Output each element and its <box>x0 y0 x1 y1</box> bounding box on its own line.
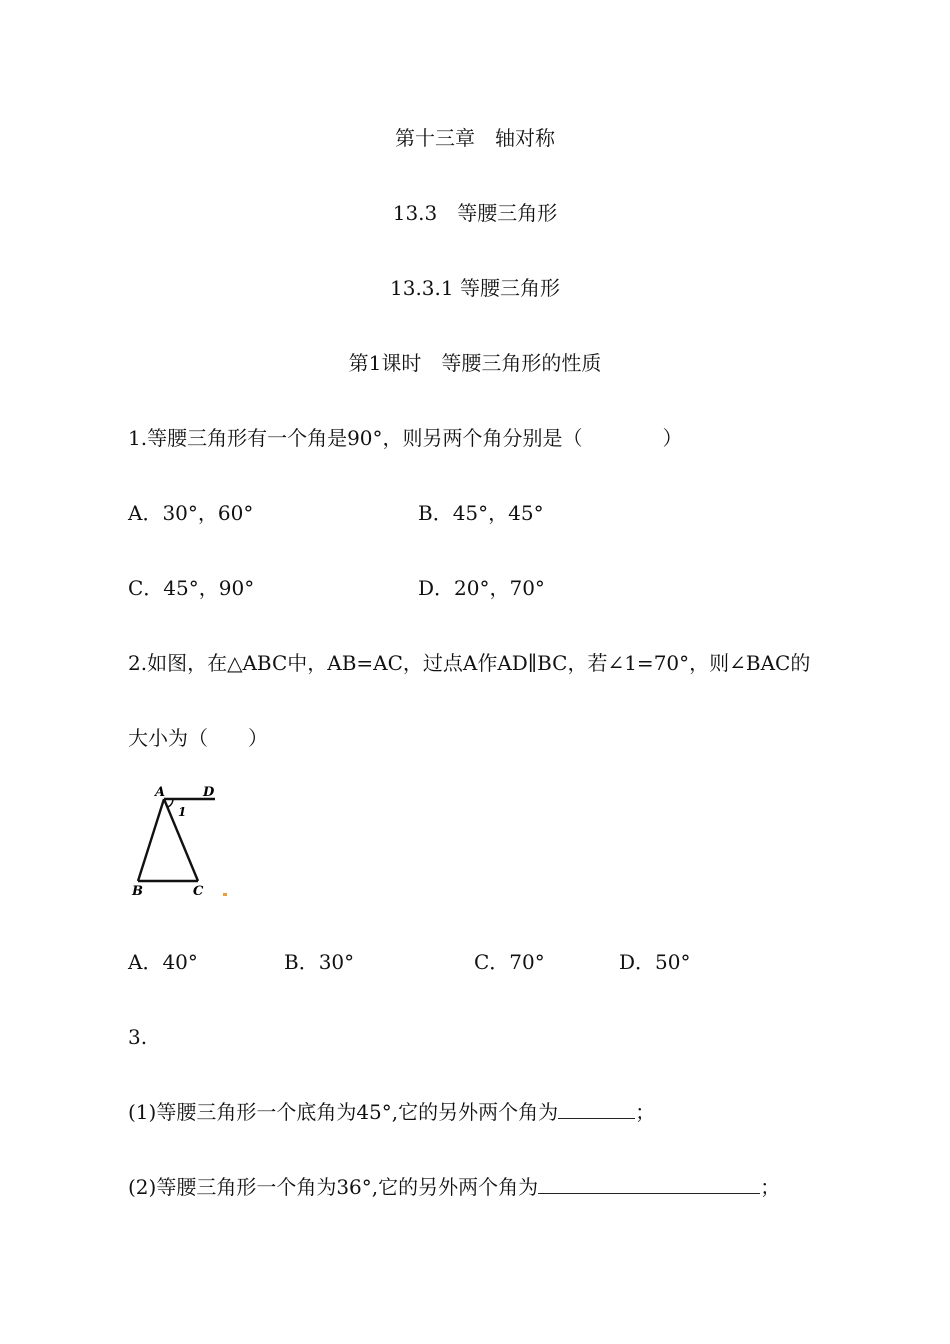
question-3-part-2-text: (2)等腰三角形一个角为36°,它的另外两个角为 <box>128 1175 539 1199</box>
question-2-option-b: B．30° <box>284 950 355 974</box>
question-3-part-2 <box>128 1173 780 1201</box>
question-3-part-1-end: ； <box>635 1100 656 1124</box>
question-3-part-1 <box>128 1098 655 1126</box>
question-2-stem-line-1: 2.如图，在△ABC中，AB=AC，过点A作AD∥BC，若∠1=70°，则∠BAC的 <box>128 651 811 675</box>
question-3-part-2-end: ； <box>760 1175 781 1199</box>
triangle-figure <box>128 782 240 902</box>
answer-blank-2[interactable] <box>538 1173 760 1194</box>
question-1-stem: 1.等腰三角形有一个角是90°，则另两个角分别是（ ） <box>128 426 683 450</box>
question-1-option-d: D．20°，70° <box>418 576 545 600</box>
label-a: A <box>155 785 166 800</box>
question-2-stem-line-2: 大小为（ ） <box>128 726 268 750</box>
question-1-option-c: C．45°，90° <box>128 576 255 600</box>
question-2-option-a: A．40° <box>128 950 198 974</box>
section-title: 13.3 等腰三角形 <box>392 201 558 225</box>
label-b: B <box>132 884 143 899</box>
label-c: C <box>193 884 204 899</box>
label-d: D <box>203 785 215 800</box>
chapter-title: 第十三章 轴对称 <box>395 126 555 150</box>
subsection-title: 13.3.1 等腰三角形 <box>390 276 560 300</box>
stray-mark <box>223 893 227 896</box>
angle-1-label: 1 <box>178 805 187 819</box>
question-2-option-c: C．70° <box>474 950 545 974</box>
question-2-option-d: D．50° <box>619 950 691 974</box>
answer-blank-1[interactable] <box>558 1098 635 1119</box>
question-3-number: 3. <box>128 1025 148 1049</box>
segment-ab <box>138 799 164 881</box>
question-1-option-a: A．30°，60° <box>128 501 254 525</box>
lesson-title: 第1课时 等腰三角形的性质 <box>348 351 602 375</box>
question-3-part-1-text: (1)等腰三角形一个底角为45°,它的另外两个角为 <box>128 1100 559 1124</box>
question-1-option-b: B．45°，45° <box>418 501 544 525</box>
angle-1-arc <box>168 799 173 807</box>
